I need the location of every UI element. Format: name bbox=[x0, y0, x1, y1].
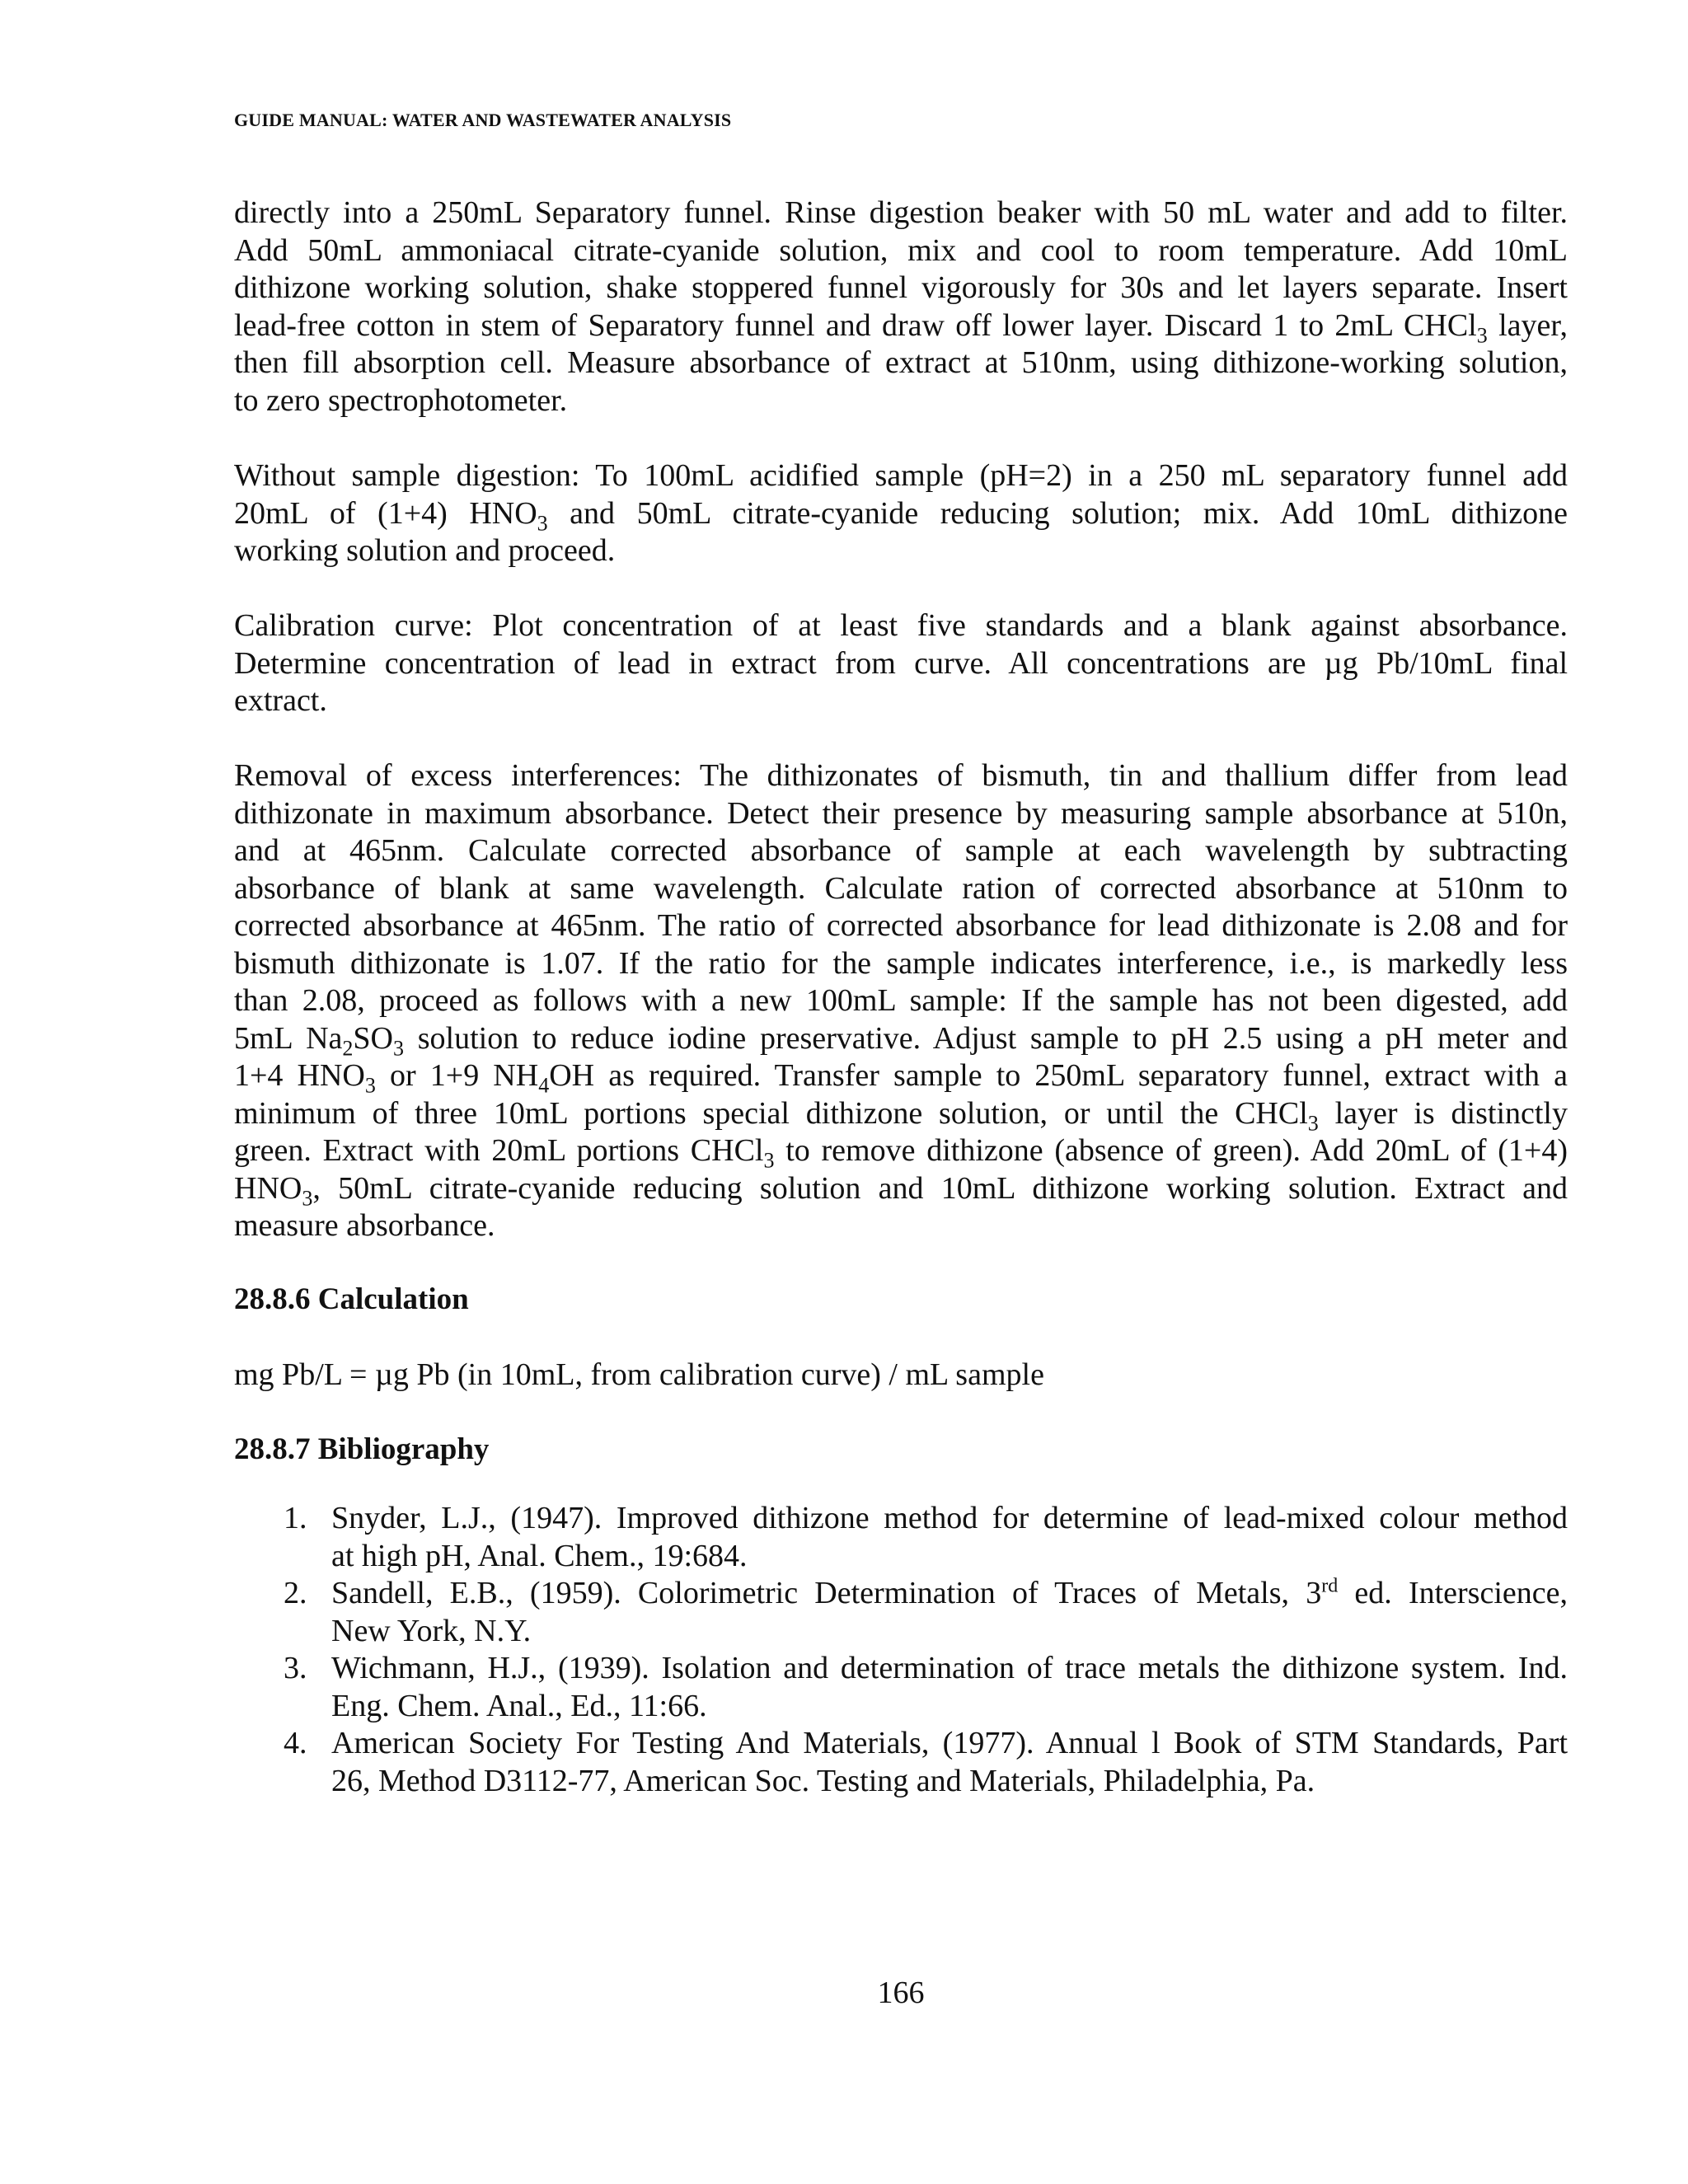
text-line: Without sample digestion: To 100mL acidified sample (pH=2) in a 250 mL separatory funnel add bbox=[234, 458, 1568, 493]
section-heading-calculation: 28.8.6 Calculation bbox=[234, 1282, 469, 1316]
text-fragment: green. Extract with 20mL portions CHCl bbox=[234, 1133, 764, 1168]
text-fragment: and 50mL citrate-cyanide reducing solution; mix. Add 10mL dithizone bbox=[547, 495, 1568, 531]
subscript: 3 bbox=[537, 511, 548, 536]
text-line: 26, Method D3112-77, American Soc. Testing and Materials, Philadelphia, Pa. bbox=[331, 1763, 1315, 1798]
text-line bbox=[234, 1057, 1568, 1098]
text-fragment: HNO bbox=[234, 1170, 302, 1206]
list-number: 2. bbox=[284, 1576, 307, 1610]
text-line bbox=[331, 1575, 1568, 1613]
text-line: than 2.08, proceed as follows with a new 100mL sample: If the sample has not been digested, add bbox=[234, 983, 1568, 1018]
section-heading-bibliography: 28.8.7 Bibliography bbox=[234, 1432, 490, 1466]
paragraph-removal-of-interferences bbox=[234, 757, 1568, 1245]
paragraph-without-digestion bbox=[234, 457, 1568, 570]
text-fragment: to remove dithizone (absence of green). Add 20mL of (1+4) bbox=[774, 1133, 1568, 1168]
text-line bbox=[234, 1170, 1568, 1211]
list-number: 3. bbox=[284, 1651, 307, 1685]
text-fragment: 20mL of (1+4) HNO bbox=[234, 495, 537, 531]
text-line bbox=[234, 1132, 1568, 1173]
subscript: 3 bbox=[302, 1186, 313, 1211]
text-line: New York, N.Y. bbox=[331, 1613, 532, 1648]
text-line: working solution and proceed. bbox=[234, 533, 616, 568]
text-line: Wichmann, H.J., (1939). Isolation and determination of trace metals the dithizone system. Ind. bbox=[331, 1651, 1568, 1685]
bibliography-item bbox=[234, 1650, 1568, 1725]
text-line: then fill absorption cell. Measure absorbance of extract at 510nm, using dithizone-working solution, bbox=[234, 345, 1568, 380]
text-fragment: 1+4 HNO bbox=[234, 1058, 365, 1093]
text-fragment: solution to reduce iodine preservative. Adjust sample to pH 2.5 using a pH meter and bbox=[404, 1020, 1568, 1056]
text-line: dithizonate in maximum absorbance. Detect their presence by measuring sample absorbance at 510n, bbox=[234, 795, 1568, 831]
text-line: measure absorbance. bbox=[234, 1208, 495, 1243]
subscript: 3 bbox=[364, 1073, 376, 1098]
subscript: 3 bbox=[763, 1148, 775, 1173]
text-line: Snyder, L.J., (1947). Improved dithizone method for determine of lead-mixed colour method bbox=[331, 1501, 1568, 1535]
text-fragment: , 50mL citrate-cyanide reducing solution and 10mL dithizone working solution. Extract and bbox=[312, 1170, 1568, 1206]
bibliography-item bbox=[234, 1575, 1568, 1650]
text-line: Eng. Chem. Anal., Ed., 11:66. bbox=[331, 1688, 707, 1723]
text-fragment: SO bbox=[353, 1020, 393, 1056]
text-fragment: Sandell, E.B., (1959). Colorimetric Determination of Traces of Metals, 3 bbox=[331, 1576, 1322, 1610]
running-header: GUIDE MANUAL: WATER AND WASTEWATER ANALYSIS bbox=[234, 110, 732, 130]
text-fragment: 5mL Na bbox=[234, 1020, 343, 1056]
paragraph-digestion-procedure bbox=[234, 194, 1568, 419]
text-line: Determine concentration of lead in extract from curve. All concentrations are µg Pb/10mL final bbox=[234, 645, 1568, 681]
text-line: extract. bbox=[234, 683, 327, 718]
list-number: 4. bbox=[284, 1726, 307, 1760]
subscript: 3 bbox=[1307, 1111, 1319, 1136]
text-line: directly into a 250mL Separatory funnel. Rinse digestion beaker with 50 mL water and add to filter. bbox=[234, 195, 1568, 230]
superscript: rd bbox=[1321, 1575, 1339, 1597]
bibliography-item bbox=[234, 1725, 1568, 1800]
text-line: corrected absorbance at 465nm. The ratio of corrected absorbance for lead dithizonate is 2.08 and for bbox=[234, 908, 1568, 943]
text-line: absorbance of blank at same wavelength. Calculate ration of corrected absorbance at 510nm to bbox=[234, 870, 1568, 906]
text-line: at high pH, Anal. Chem., 19:684. bbox=[331, 1538, 748, 1573]
text-line bbox=[234, 1095, 1568, 1136]
bibliography-item bbox=[234, 1500, 1568, 1575]
text-line: Add 50mL ammoniacal citrate-cyanide solution, mix and cool to room temperature. Add 10mL bbox=[234, 232, 1568, 268]
text-line bbox=[234, 307, 1568, 348]
text-fragment: layer is distinctly bbox=[1318, 1095, 1568, 1131]
text-line bbox=[234, 1020, 1568, 1061]
subscript: 3 bbox=[1476, 323, 1488, 348]
text-line: Calibration curve: Plot concentration of at least five standards and a blank against absorbance. bbox=[234, 608, 1568, 643]
list-number: 1. bbox=[284, 1501, 307, 1535]
page-number: 166 bbox=[877, 1975, 925, 2010]
text-line bbox=[234, 495, 1568, 536]
text-line: dithizone working solution, shake stoppered funnel vigorously for 30s and let layers separate. Insert bbox=[234, 270, 1568, 305]
text-line: American Society For Testing And Materials, (1977). Annual l Book of STM Standards, Part bbox=[331, 1726, 1568, 1760]
text-fragment: or 1+9 NH bbox=[375, 1058, 539, 1093]
text-fragment: ed. Interscience, bbox=[1338, 1576, 1568, 1610]
text-fragment: minimum of three 10mL portions special dithizone solution, or until the CHCl bbox=[234, 1095, 1308, 1131]
text-fragment: layer, bbox=[1487, 307, 1568, 343]
subscript: 3 bbox=[393, 1036, 404, 1061]
paragraph-calibration-curve bbox=[234, 607, 1568, 720]
text-fragment: OH as required. Transfer sample to 250mL separatory funnel, extract with a bbox=[549, 1058, 1568, 1093]
text-line: bismuth dithizonate is 1.07. If the ratio for the sample indicates interference, i.e., is markedly less bbox=[234, 945, 1568, 981]
subscript: 2 bbox=[342, 1036, 354, 1061]
text-fragment: lead-free cotton in stem of Separatory funnel and draw off lower layer. Discard 1 to 2mL CHCl bbox=[234, 307, 1477, 343]
subscript: 4 bbox=[538, 1073, 550, 1098]
text-line: Removal of excess interferences: The dithizonates of bismuth, tin and thallium differ from lead bbox=[234, 758, 1568, 793]
text-line: and at 465nm. Calculate corrected absorbance of sample at each wavelength by subtracting bbox=[234, 833, 1568, 868]
text-line: to zero spectrophotometer. bbox=[234, 382, 568, 418]
calculation-formula: mg Pb/L = µg Pb (in 10mL, from calibration curve) / mL sample bbox=[234, 1357, 1044, 1392]
bibliography-list bbox=[234, 1500, 1568, 1800]
